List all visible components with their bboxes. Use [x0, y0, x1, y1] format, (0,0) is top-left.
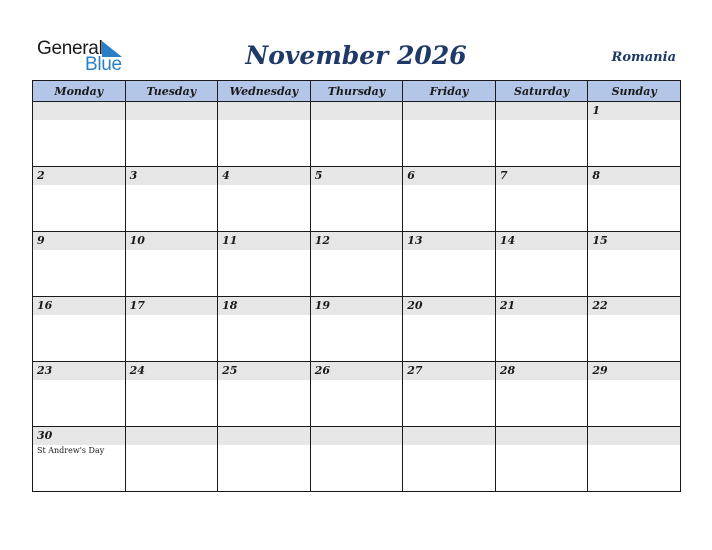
day-number: 20: [403, 297, 495, 315]
day-number: 26: [311, 362, 403, 380]
day-number: 30: [33, 427, 125, 445]
day-cell: [495, 232, 588, 297]
day-number: 24: [126, 362, 218, 380]
country-label: Romania: [611, 50, 676, 65]
day-number: 21: [496, 297, 588, 315]
day-cell: [588, 297, 681, 362]
day-cell: [33, 362, 126, 427]
day-cell: [218, 232, 311, 297]
day-cell: [403, 167, 496, 232]
day-number: [311, 427, 403, 445]
day-cell: [218, 297, 311, 362]
day-number: 28: [496, 362, 588, 380]
day-number: 11: [218, 232, 310, 250]
day-number: [33, 102, 125, 120]
day-number: [218, 102, 310, 120]
day-cell: [125, 362, 218, 427]
week-row: [33, 427, 681, 492]
day-cell: [403, 232, 496, 297]
day-cell: [218, 102, 311, 167]
day-cell: [310, 297, 403, 362]
day-number: [588, 427, 680, 445]
day-number: 22: [588, 297, 680, 315]
day-number: 19: [311, 297, 403, 315]
day-cell: [588, 102, 681, 167]
day-number: [403, 102, 495, 120]
day-cell: [125, 232, 218, 297]
day-number: 3: [126, 167, 218, 185]
day-number: 16: [33, 297, 125, 315]
day-cell: [588, 167, 681, 232]
day-cell: [588, 232, 681, 297]
day-cell: [588, 362, 681, 427]
day-cell: [495, 427, 588, 492]
day-number: 5: [311, 167, 403, 185]
day-cell: [403, 297, 496, 362]
week-row: [33, 362, 681, 427]
weekday-sunday: Sunday: [588, 81, 681, 102]
day-number: [218, 427, 310, 445]
calendar-grid: [32, 80, 681, 492]
weekday-saturday: Saturday: [495, 81, 588, 102]
day-cell: [218, 167, 311, 232]
day-number: 18: [218, 297, 310, 315]
day-number: 9: [33, 232, 125, 250]
day-cell: [495, 362, 588, 427]
day-number: [496, 427, 588, 445]
week-row: [33, 232, 681, 297]
day-cell: [495, 102, 588, 167]
day-cell: [310, 102, 403, 167]
week-row: [33, 102, 681, 167]
day-cell: [310, 362, 403, 427]
day-number: 8: [588, 167, 680, 185]
day-cell: [495, 167, 588, 232]
week-row: [33, 297, 681, 362]
day-number: [126, 102, 218, 120]
day-cell: [125, 102, 218, 167]
weekday-tuesday: Tuesday: [125, 81, 218, 102]
day-number: 6: [403, 167, 495, 185]
day-cell: [310, 427, 403, 492]
day-cell: [33, 297, 126, 362]
day-cell: [310, 167, 403, 232]
day-cell: [588, 427, 681, 492]
day-cell: [403, 427, 496, 492]
day-cell: [403, 362, 496, 427]
day-number: 12: [311, 232, 403, 250]
day-number: [311, 102, 403, 120]
day-cell: [218, 362, 311, 427]
day-number: 27: [403, 362, 495, 380]
day-cell: [33, 427, 126, 492]
day-cell: [125, 297, 218, 362]
day-number: 1: [588, 102, 680, 120]
day-number: 17: [126, 297, 218, 315]
day-number: 4: [218, 167, 310, 185]
weekday-friday: Friday: [403, 81, 496, 102]
day-number: 29: [588, 362, 680, 380]
day-number: 13: [403, 232, 495, 250]
day-cell: [495, 297, 588, 362]
holiday-label: St Andrew's Day: [37, 446, 105, 455]
weekday-wednesday: Wednesday: [218, 81, 311, 102]
day-number: [496, 102, 588, 120]
day-number: 7: [496, 167, 588, 185]
day-number: 2: [33, 167, 125, 185]
week-row: [33, 167, 681, 232]
day-cell: [403, 102, 496, 167]
logo-text-blue: Blue: [85, 54, 122, 75]
day-number: 14: [496, 232, 588, 250]
day-cell: [218, 427, 311, 492]
weekday-header-row: [33, 81, 681, 102]
day-number: 15: [588, 232, 680, 250]
page-title: November 2026: [245, 41, 467, 70]
logo-text-general: General: [37, 38, 103, 59]
weekday-monday: Monday: [33, 81, 126, 102]
day-cell: [33, 232, 126, 297]
day-number: 23: [33, 362, 125, 380]
day-number: 10: [126, 232, 218, 250]
day-cell: [33, 102, 126, 167]
day-cell: [33, 167, 126, 232]
weekday-thursday: Thursday: [310, 81, 403, 102]
day-number: [403, 427, 495, 445]
day-cell: [125, 167, 218, 232]
day-number: [126, 427, 218, 445]
day-number: 25: [218, 362, 310, 380]
day-cell: [310, 232, 403, 297]
day-cell: [125, 427, 218, 492]
